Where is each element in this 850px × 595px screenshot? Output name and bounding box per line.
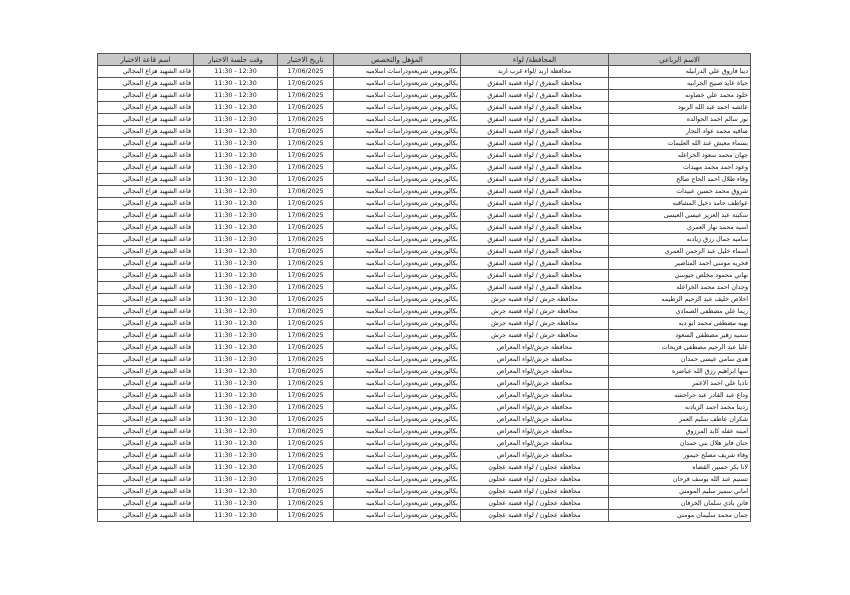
cell-governorate: محافظة المفرق / لواء قصبة المفرق xyxy=(461,150,609,162)
cell-name: ردينا محمد احمد الزيادنه xyxy=(609,402,751,414)
table-row xyxy=(98,198,751,210)
cell-name: خلود محمد علي خصاونه xyxy=(609,90,751,102)
cell-governorate: محافظة المفرق / لواء قصبة المفرق xyxy=(461,162,609,174)
cell-name: امينه عقله كايد المرزوق xyxy=(609,426,751,438)
cell-qualification: بكالوريوس شريعةودراسات اسلاميه xyxy=(334,438,461,450)
table-row xyxy=(98,438,751,450)
cell-governorate: محافظة جرش/لواء المعراض xyxy=(461,366,609,378)
cell-date: 17/06/2025 xyxy=(278,138,334,150)
cell-date: 17/06/2025 xyxy=(278,498,334,510)
cell-qualification: بكالوريوس شريعةودراسات اسلاميه xyxy=(334,126,461,138)
cell-name: سها ابراهيم رزق الله عياصره xyxy=(609,366,751,378)
cell-name: عواطف حامد دخيل المشاقبه xyxy=(609,198,751,210)
table-row xyxy=(98,282,751,294)
table-row xyxy=(98,414,751,426)
cell-qualification: بكالوريوس شريعةودراسات اسلاميه xyxy=(334,138,461,150)
cell-governorate: محافظة جرش/لواء المعراض xyxy=(461,378,609,390)
cell-hall: قاعة الشهيد هزاع المجالي xyxy=(98,318,194,330)
cell-hall: قاعة الشهيد هزاع المجالي xyxy=(98,306,194,318)
cell-date: 17/06/2025 xyxy=(278,90,334,102)
cell-governorate: محافظة المفرق / لواء قصبة المفرق xyxy=(461,222,609,234)
cell-governorate: محافظة المفرق / لواء قصبة المفرق xyxy=(461,270,609,282)
cell-hall: قاعة الشهيد هزاع المجالي xyxy=(98,270,194,282)
cell-governorate: محافظة عجلون / لواء قصبة عجلون xyxy=(461,498,609,510)
cell-name: جمان محمد سليمان مومني xyxy=(609,510,751,522)
cell-hall: قاعة الشهيد هزاع المجالي xyxy=(98,210,194,222)
cell-governorate: محافظة جرش/لواء المعراض xyxy=(461,402,609,414)
cell-governorate: محافظة المفرق / لواء قصبة المفرق xyxy=(461,90,609,102)
cell-date: 17/06/2025 xyxy=(278,162,334,174)
cell-hall: قاعة الشهيد هزاع المجالي xyxy=(98,486,194,498)
cell-governorate: محافظة جرش/لواء المعراض xyxy=(461,414,609,426)
cell-date: 17/06/2025 xyxy=(278,174,334,186)
cell-hall: قاعة الشهيد هزاع المجالي xyxy=(98,138,194,150)
cell-governorate: محافظة المفرق / لواء قصبة المفرق xyxy=(461,246,609,258)
table-row xyxy=(98,78,751,90)
cell-hall: قاعة الشهيد هزاع المجالي xyxy=(98,342,194,354)
cell-name: نور سالم احمد الخوالده xyxy=(609,114,751,126)
cell-date: 17/06/2025 xyxy=(278,66,334,78)
cell-governorate: محافظة جرش/لواء المعراض xyxy=(461,342,609,354)
cell-time: 11:30 - 12:30 xyxy=(194,174,278,186)
cell-name: عليا عبد الرحيم مصطفى فريحات xyxy=(609,342,751,354)
cell-qualification: بكالوريوس شريعةودراسات اسلاميه xyxy=(334,222,461,234)
cell-governorate: محافظة جرش/لواء المعراض xyxy=(461,354,609,366)
cell-qualification: بكالوريوس شريعةودراسات اسلاميه xyxy=(334,390,461,402)
cell-time: 11:30 - 12:30 xyxy=(194,438,278,450)
cell-time: 11:30 - 12:30 xyxy=(194,354,278,366)
cell-hall: قاعة الشهيد هزاع المجالي xyxy=(98,414,194,426)
cell-name: وفاء طلال احمد الحاج صالح xyxy=(609,174,751,186)
cell-hall: قاعة الشهيد هزاع المجالي xyxy=(98,222,194,234)
cell-hall: قاعة الشهيد هزاع المجالي xyxy=(98,162,194,174)
cell-governorate: محافظة جرش/لواء المعراض xyxy=(461,450,609,462)
cell-time: 11:30 - 12:30 xyxy=(194,90,278,102)
cell-date: 17/06/2025 xyxy=(278,474,334,486)
cell-hall: قاعة الشهيد هزاع المجالي xyxy=(98,390,194,402)
table-row xyxy=(98,294,751,306)
cell-date: 17/06/2025 xyxy=(278,294,334,306)
table-row xyxy=(98,378,751,390)
cell-governorate: محافظة جرش/لواء المعراض xyxy=(461,426,609,438)
cell-qualification: بكالوريوس شريعةودراسات اسلاميه xyxy=(334,378,461,390)
cell-hall: قاعة الشهيد هزاع المجالي xyxy=(98,66,194,78)
cell-governorate: محافظة المفرق / لواء قصبة المفرق xyxy=(461,102,609,114)
cell-date: 17/06/2025 xyxy=(278,414,334,426)
cell-time: 11:30 - 12:30 xyxy=(194,510,278,522)
cell-governorate: محافظة جرش / لواء قصبة جرش xyxy=(461,306,609,318)
cell-name: سميه زهير مصطفى السعود xyxy=(609,330,751,342)
cell-name: سكينة عبد العزيز عيسى العيسى xyxy=(609,210,751,222)
cell-qualification: بكالوريوس شريعةودراسات اسلاميه xyxy=(334,366,461,378)
cell-name: وفاء شريف مصلح حيمور xyxy=(609,450,751,462)
cell-date: 17/06/2025 xyxy=(278,78,334,90)
cell-hall: قاعة الشهيد هزاع المجالي xyxy=(98,294,194,306)
cell-time: 11:30 - 12:30 xyxy=(194,150,278,162)
cell-name: دينا فاروق علي الدرابيله xyxy=(609,66,751,78)
table-row xyxy=(98,354,751,366)
cell-time: 11:30 - 12:30 xyxy=(194,114,278,126)
cell-qualification: بكالوريوس شريعةودراسات اسلاميه xyxy=(334,102,461,114)
cell-governorate: محافظة المفرق / لواء قصبة المفرق xyxy=(461,126,609,138)
header-governorate: المحافظة/ لواء xyxy=(461,54,609,66)
table-row xyxy=(98,138,751,150)
cell-hall: قاعة الشهيد هزاع المجالي xyxy=(98,402,194,414)
table-row xyxy=(98,510,751,522)
cell-governorate: محافظة المفرق / لواء قصبة المفرق xyxy=(461,186,609,198)
cell-hall: قاعة الشهيد هزاع المجالي xyxy=(98,198,194,210)
cell-time: 11:30 - 12:30 xyxy=(194,462,278,474)
cell-name: حنان فايز هلال بني حمدان xyxy=(609,438,751,450)
cell-governorate: محافظة جرش/لواء المعراض xyxy=(461,390,609,402)
cell-date: 17/06/2025 xyxy=(278,330,334,342)
cell-date: 17/06/2025 xyxy=(278,426,334,438)
cell-hall: قاعة الشهيد هزاع المجالي xyxy=(98,258,194,270)
cell-time: 11:30 - 12:30 xyxy=(194,366,278,378)
cell-name: بسماء معيش عبد الله العليمات xyxy=(609,138,751,150)
cell-governorate: محافظة عجلون / لواء قصبة عجلون xyxy=(461,462,609,474)
cell-date: 17/06/2025 xyxy=(278,342,334,354)
cell-date: 17/06/2025 xyxy=(278,378,334,390)
cell-hall: قاعة الشهيد هزاع المجالي xyxy=(98,186,194,198)
cell-qualification: بكالوريوس شريعةودراسات اسلاميه xyxy=(334,114,461,126)
cell-name: هدى سامي عيسى حمدان xyxy=(609,354,751,366)
cell-hall: قاعة الشهيد هزاع المجالي xyxy=(98,330,194,342)
cell-hall: قاعة الشهيد هزاع المجالي xyxy=(98,234,194,246)
cell-time: 11:30 - 12:30 xyxy=(194,138,278,150)
cell-date: 17/06/2025 xyxy=(278,150,334,162)
table-row xyxy=(98,486,751,498)
cell-time: 11:30 - 12:30 xyxy=(194,342,278,354)
cell-governorate: محافظة المفرق / لواء قصبة المفرق xyxy=(461,114,609,126)
table-row xyxy=(98,474,751,486)
table-row xyxy=(98,498,751,510)
cell-date: 17/06/2025 xyxy=(278,450,334,462)
cell-time: 11:30 - 12:30 xyxy=(194,246,278,258)
cell-name: اخلاص خليف عبد الرحيم الزطيمه xyxy=(609,294,751,306)
cell-name: عائشه احمد عبد الله الزبود xyxy=(609,102,751,114)
cell-governorate: محافظة المفرق / لواء قصبة المفرق xyxy=(461,210,609,222)
cell-time: 11:30 - 12:30 xyxy=(194,498,278,510)
header-date: تاريخ الاختبار xyxy=(278,54,334,66)
cell-date: 17/06/2025 xyxy=(278,222,334,234)
cell-time: 11:30 - 12:30 xyxy=(194,426,278,438)
cell-qualification: بكالوريوس شريعةودراسات اسلاميه xyxy=(334,354,461,366)
cell-qualification: بكالوريوس شريعةودراسات اسلاميه xyxy=(334,78,461,90)
cell-name: اسماء خليل عبد الرحمن العمري xyxy=(609,246,751,258)
cell-qualification: بكالوريوس شريعةودراسات اسلاميه xyxy=(334,174,461,186)
table-row xyxy=(98,126,751,138)
cell-qualification: بكالوريوس شريعةودراسات اسلاميه xyxy=(334,258,461,270)
cell-governorate: محافظة عجلون / لواء قصبة عجلون xyxy=(461,510,609,522)
cell-date: 17/06/2025 xyxy=(278,306,334,318)
cell-governorate: محافظة عجلون / لواء قصبة عجلون xyxy=(461,474,609,486)
cell-qualification: بكالوريوس شريعةودراسات اسلاميه xyxy=(334,162,461,174)
exam-schedule-sheet xyxy=(97,53,750,522)
cell-hall: قاعة الشهيد هزاع المجالي xyxy=(98,498,194,510)
cell-time: 11:30 - 12:30 xyxy=(194,258,278,270)
cell-time: 11:30 - 12:30 xyxy=(194,210,278,222)
cell-time: 11:30 - 12:30 xyxy=(194,450,278,462)
cell-date: 17/06/2025 xyxy=(278,354,334,366)
cell-qualification: بكالوريوس شريعةودراسات اسلاميه xyxy=(334,198,461,210)
cell-name: اسيه محمد نهار العمري xyxy=(609,222,751,234)
header-qualification: المؤهل والتخصص xyxy=(334,54,461,66)
table-row xyxy=(98,246,751,258)
header-name: الاسم الرباعي xyxy=(609,54,751,66)
table-row xyxy=(98,270,751,282)
cell-name: تسنيم عبد الله يوسف فرحان xyxy=(609,474,751,486)
cell-governorate: محافظة المفرق / لواء قصبة المفرق xyxy=(461,258,609,270)
cell-time: 11:30 - 12:30 xyxy=(194,330,278,342)
cell-governorate: محافظة المفرق / لواء قصبة المفرق xyxy=(461,198,609,210)
cell-qualification: بكالوريوس شريعةودراسات اسلاميه xyxy=(334,450,461,462)
cell-qualification: بكالوريوس شريعةودراسات اسلاميه xyxy=(334,246,461,258)
cell-time: 11:30 - 12:30 xyxy=(194,78,278,90)
cell-date: 17/06/2025 xyxy=(278,258,334,270)
cell-date: 17/06/2025 xyxy=(278,114,334,126)
cell-date: 17/06/2025 xyxy=(278,486,334,498)
table-row xyxy=(98,90,751,102)
header-time: وقت جلسة الاختبار xyxy=(194,54,278,66)
cell-qualification: بكالوريوس شريعةودراسات اسلاميه xyxy=(334,270,461,282)
cell-name: ناديا علي احمد الاعمر xyxy=(609,378,751,390)
table-row xyxy=(98,402,751,414)
table-row xyxy=(98,450,751,462)
table-row xyxy=(98,102,751,114)
table-row xyxy=(98,390,751,402)
cell-name: بهيه مصطفى محمد ابو ديه xyxy=(609,318,751,330)
cell-time: 11:30 - 12:30 xyxy=(194,390,278,402)
cell-qualification: بكالوريوس شريعةودراسات اسلاميه xyxy=(334,234,461,246)
cell-date: 17/06/2025 xyxy=(278,390,334,402)
cell-governorate: محافظة المفرق / لواء قصبة المفرق xyxy=(461,234,609,246)
cell-time: 11:30 - 12:30 xyxy=(194,270,278,282)
cell-qualification: بكالوريوس شريعةودراسات اسلاميه xyxy=(334,330,461,342)
cell-date: 17/06/2025 xyxy=(278,198,334,210)
cell-name: وعود احمد محمد مهيدات xyxy=(609,162,751,174)
cell-hall: قاعة الشهيد هزاع المجالي xyxy=(98,450,194,462)
cell-time: 11:30 - 12:30 xyxy=(194,378,278,390)
table-row xyxy=(98,330,751,342)
cell-qualification: بكالوريوس شريعةودراسات اسلاميه xyxy=(334,210,461,222)
cell-hall: قاعة الشهيد هزاع المجالي xyxy=(98,150,194,162)
table-row xyxy=(98,210,751,222)
cell-governorate: محافظة المفرق / لواء قصبة المفرق xyxy=(461,78,609,90)
cell-governorate: محافظة جرش / لواء قصبة جرش xyxy=(461,318,609,330)
cell-date: 17/06/2025 xyxy=(278,234,334,246)
cell-time: 11:30 - 12:30 xyxy=(194,294,278,306)
cell-name: فخريه موسى احمد المناصير xyxy=(609,258,751,270)
cell-hall: قاعة الشهيد هزاع المجالي xyxy=(98,246,194,258)
cell-hall: قاعة الشهيد هزاع المجالي xyxy=(98,78,194,90)
cell-hall: قاعة الشهيد هزاع المجالي xyxy=(98,354,194,366)
cell-hall: قاعة الشهيد هزاع المجالي xyxy=(98,126,194,138)
cell-governorate: محافظة المفرق / لواء قصبة المفرق xyxy=(461,282,609,294)
table-row xyxy=(98,186,751,198)
cell-qualification: بكالوريوس شريعةودراسات اسلاميه xyxy=(334,342,461,354)
table-row xyxy=(98,174,751,186)
cell-qualification: بكالوريوس شريعةودراسات اسلاميه xyxy=(334,462,461,474)
cell-qualification: بكالوريوس شريعةودراسات اسلاميه xyxy=(334,510,461,522)
cell-date: 17/06/2025 xyxy=(278,282,334,294)
cell-governorate: محافظة جرش / لواء قصبة جرش xyxy=(461,294,609,306)
cell-name: وداع عبد القادر عبد حراحشه xyxy=(609,390,751,402)
cell-hall: قاعة الشهيد هزاع المجالي xyxy=(98,102,194,114)
cell-date: 17/06/2025 xyxy=(278,102,334,114)
cell-date: 17/06/2025 xyxy=(278,438,334,450)
cell-qualification: بكالوريوس شريعةودراسات اسلاميه xyxy=(334,150,461,162)
cell-date: 17/06/2025 xyxy=(278,246,334,258)
cell-name: شكران عاطف سليم العمر xyxy=(609,414,751,426)
cell-governorate: محافظة عجلون / لواء قصبة عجلون xyxy=(461,486,609,498)
cell-qualification: بكالوريوس شريعةودراسات اسلاميه xyxy=(334,486,461,498)
cell-date: 17/06/2025 xyxy=(278,366,334,378)
cell-qualification: بكالوريوس شريعةودراسات اسلاميه xyxy=(334,294,461,306)
table-row xyxy=(98,318,751,330)
table-row xyxy=(98,234,751,246)
table-row xyxy=(98,162,751,174)
table-row xyxy=(98,222,751,234)
cell-date: 17/06/2025 xyxy=(278,126,334,138)
table-row xyxy=(98,426,751,438)
cell-hall: قاعة الشهيد هزاع المجالي xyxy=(98,282,194,294)
cell-qualification: بكالوريوس شريعةودراسات اسلاميه xyxy=(334,90,461,102)
cell-time: 11:30 - 12:30 xyxy=(194,198,278,210)
cell-time: 11:30 - 12:30 xyxy=(194,318,278,330)
cell-governorate: محافظة جرش/لواء المعراض xyxy=(461,438,609,450)
cell-name: جهان محمد سعود الخزاعله xyxy=(609,150,751,162)
cell-date: 17/06/2025 xyxy=(278,318,334,330)
cell-name: لانا بكر حسين القضاه xyxy=(609,462,751,474)
cell-hall: قاعة الشهيد هزاع المجالي xyxy=(98,474,194,486)
table-body xyxy=(98,66,751,522)
cell-date: 17/06/2025 xyxy=(278,210,334,222)
cell-hall: قاعة الشهيد هزاع المجالي xyxy=(98,462,194,474)
cell-governorate: محافظة جرش / لواء قصبة جرش xyxy=(461,330,609,342)
table-row xyxy=(98,342,751,354)
cell-qualification: بكالوريوس شريعةودراسات اسلاميه xyxy=(334,498,461,510)
cell-governorate: محافظة اربد /لواء غرب اربد xyxy=(461,66,609,78)
cell-name: ساميه جمال رزق زيادنه xyxy=(609,234,751,246)
cell-time: 11:30 - 12:30 xyxy=(194,474,278,486)
cell-date: 17/06/2025 xyxy=(278,510,334,522)
cell-hall: قاعة الشهيد هزاع المجالي xyxy=(98,114,194,126)
cell-time: 11:30 - 12:30 xyxy=(194,66,278,78)
cell-name: ريما علي مصطفى الصمادي xyxy=(609,306,751,318)
cell-time: 11:30 - 12:30 xyxy=(194,222,278,234)
cell-name: حياة عايد صبيح الجرابيه xyxy=(609,78,751,90)
exam-schedule-table xyxy=(97,53,751,522)
cell-name: نهاني محمود مخلص جيوسي xyxy=(609,270,751,282)
cell-qualification: بكالوريوس شريعةودراسات اسلاميه xyxy=(334,318,461,330)
cell-name: اماني سمير سليم المومني xyxy=(609,486,751,498)
cell-time: 11:30 - 12:30 xyxy=(194,414,278,426)
table-row xyxy=(98,150,751,162)
cell-date: 17/06/2025 xyxy=(278,270,334,282)
cell-time: 11:30 - 12:30 xyxy=(194,186,278,198)
header-row xyxy=(98,54,751,66)
cell-governorate: محافظة المفرق / لواء قصبة المفرق xyxy=(461,138,609,150)
table-row xyxy=(98,366,751,378)
table-row xyxy=(98,306,751,318)
cell-qualification: بكالوريوس شريعةودراسات اسلاميه xyxy=(334,186,461,198)
cell-hall: قاعة الشهيد هزاع المجالي xyxy=(98,510,194,522)
cell-governorate: محافظة المفرق / لواء قصبة المفرق xyxy=(461,174,609,186)
cell-date: 17/06/2025 xyxy=(278,186,334,198)
cell-time: 11:30 - 12:30 xyxy=(194,102,278,114)
cell-hall: قاعة الشهيد هزاع المجالي xyxy=(98,378,194,390)
cell-time: 11:30 - 12:30 xyxy=(194,402,278,414)
cell-name: صافيه محمد عواد النجار xyxy=(609,126,751,138)
cell-qualification: بكالوريوس شريعةودراسات اسلاميه xyxy=(334,282,461,294)
cell-hall: قاعة الشهيد هزاع المجالي xyxy=(98,366,194,378)
table-row xyxy=(98,462,751,474)
cell-qualification: بكالوريوس شريعةودراسات اسلاميه xyxy=(334,66,461,78)
cell-time: 11:30 - 12:30 xyxy=(194,126,278,138)
cell-date: 17/06/2025 xyxy=(278,462,334,474)
cell-name: وجدان احمد محمد الخزاعله xyxy=(609,282,751,294)
cell-time: 11:30 - 12:30 xyxy=(194,162,278,174)
cell-time: 11:30 - 12:30 xyxy=(194,282,278,294)
cell-name: فاتن بادي سلمان الخرفان xyxy=(609,498,751,510)
table-row xyxy=(98,258,751,270)
cell-time: 11:30 - 12:30 xyxy=(194,486,278,498)
cell-hall: قاعة الشهيد هزاع المجالي xyxy=(98,174,194,186)
cell-qualification: بكالوريوس شريعةودراسات اسلاميه xyxy=(334,426,461,438)
cell-hall: قاعة الشهيد هزاع المجالي xyxy=(98,90,194,102)
cell-qualification: بكالوريوس شريعةودراسات اسلاميه xyxy=(334,474,461,486)
cell-qualification: بكالوريوس شريعةودراسات اسلاميه xyxy=(334,402,461,414)
cell-hall: قاعة الشهيد هزاع المجالي xyxy=(98,426,194,438)
cell-qualification: بكالوريوس شريعةودراسات اسلاميه xyxy=(334,306,461,318)
cell-time: 11:30 - 12:30 xyxy=(194,234,278,246)
cell-date: 17/06/2025 xyxy=(278,402,334,414)
cell-qualification: بكالوريوس شريعةودراسات اسلاميه xyxy=(334,414,461,426)
table-row xyxy=(98,114,751,126)
cell-name: شروق محمد حسين عبيدات xyxy=(609,186,751,198)
cell-time: 11:30 - 12:30 xyxy=(194,306,278,318)
header-hall: اسم قاعة الاختبار xyxy=(98,54,194,66)
table-row xyxy=(98,66,751,78)
cell-hall: قاعة الشهيد هزاع المجالي xyxy=(98,438,194,450)
